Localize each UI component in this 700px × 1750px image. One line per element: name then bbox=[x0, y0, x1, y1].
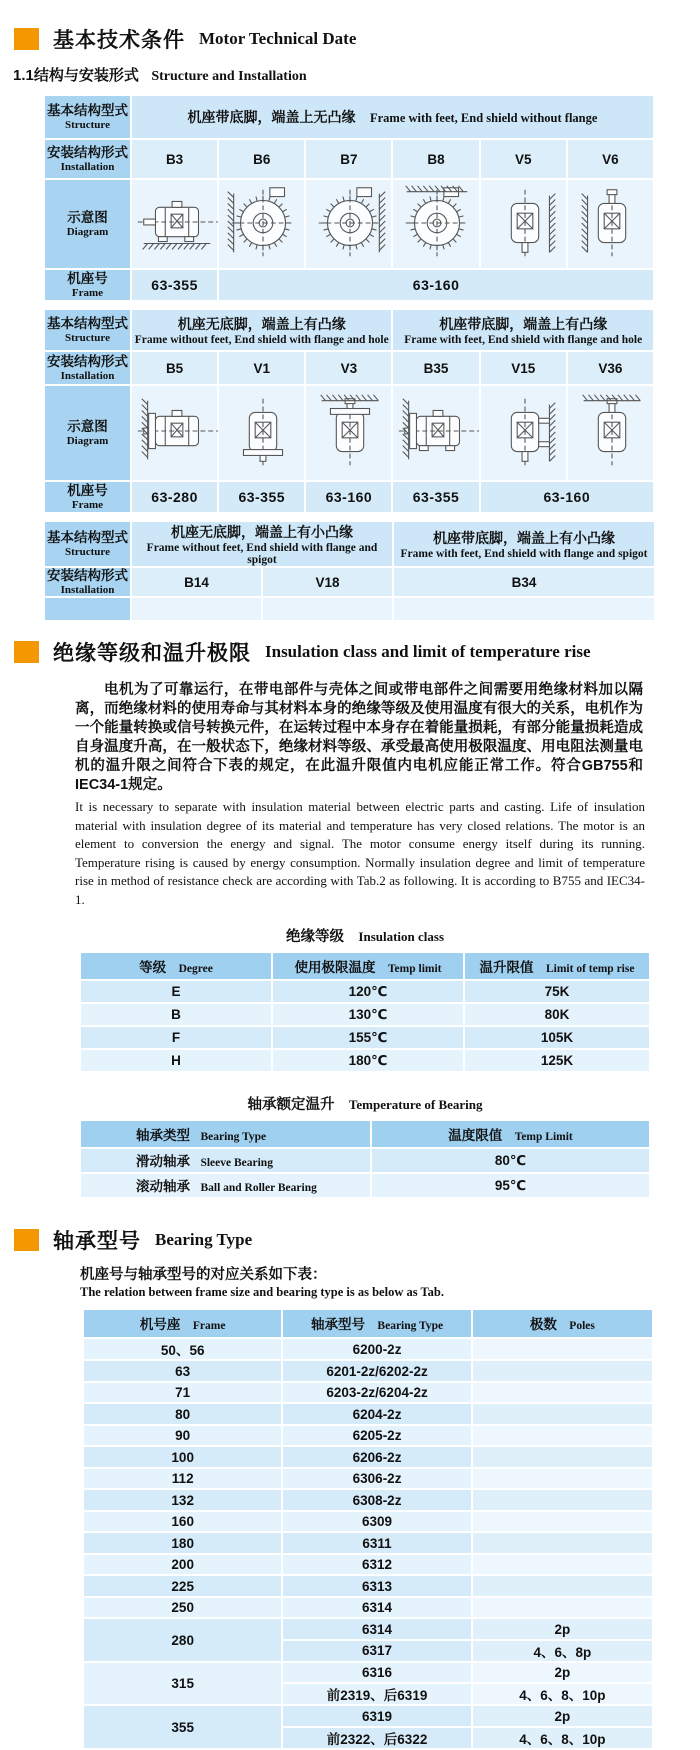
structure-table-3 bbox=[43, 520, 656, 622]
section-title-zh: 轴承型号 bbox=[53, 1230, 141, 1254]
poles-cell bbox=[473, 1426, 652, 1446]
diagram-cell bbox=[306, 386, 391, 480]
diagram-cell bbox=[219, 386, 304, 480]
diagram-cell bbox=[481, 180, 566, 268]
motor-mounting-v5-icon bbox=[481, 181, 569, 263]
structure-group-cell bbox=[393, 310, 653, 350]
poles-cell bbox=[473, 1576, 652, 1596]
diagram-cell bbox=[306, 180, 391, 268]
empty-cell bbox=[394, 598, 654, 620]
motor-mounting-b8-icon bbox=[393, 181, 481, 263]
install-code-cell: V36 bbox=[568, 352, 653, 384]
poles-cell bbox=[473, 1383, 652, 1403]
row-label-structure bbox=[45, 310, 130, 350]
degree-cell: H bbox=[81, 1050, 271, 1071]
header-zh: 轴承型号 bbox=[310, 1317, 365, 1333]
structure-group-cell bbox=[394, 522, 654, 566]
frame-cell: 71 bbox=[84, 1383, 281, 1403]
orange-square-icon bbox=[14, 1229, 39, 1251]
frame-cell: 225 bbox=[84, 1576, 281, 1596]
table-title-zh: 轴承额定温升 bbox=[247, 1097, 335, 1114]
table-title-zh: 绝缘等级 bbox=[285, 929, 344, 946]
poles-cell bbox=[473, 1512, 652, 1532]
structure-group-en: Frame with feet, End shield with flange and spigot bbox=[400, 548, 648, 560]
subsection-structure-installation bbox=[13, 64, 700, 85]
bearing-cell: 6314 bbox=[283, 1619, 470, 1639]
frame-cell: 315 bbox=[84, 1663, 281, 1705]
row-label-structure bbox=[45, 522, 130, 566]
motor-mounting-b3-icon bbox=[132, 181, 220, 263]
section-heading-technical-data bbox=[14, 24, 700, 54]
section-title-en: Bearing Type bbox=[155, 1230, 253, 1250]
row-label-en: Installation bbox=[60, 161, 115, 174]
insulation-paragraph-zh: 电机为了可靠运行，在带电部件与壳体之间或带电部件之间需要用绝缘材料加以隔离，而绝缘材料的使用寿命与其材料本身的绝缘等级及使用温度有很大的关系，电机作为一个能量转换或信号转换元件，在运转过程中本身存在着能量损耗，有部分能量损耗造成自身温度升高，在一般状态下，绝缘材料等级、承受最高使用极限温度、用电阻法测量电机的温升限之间符合下表的规定，在此温升限值内电机应能正常工作。符合GB755和IEC34-1规定。 bbox=[75, 682, 643, 794]
temp-rise-cell: 80K bbox=[465, 1004, 649, 1025]
bearing-cell: 前2322、后6322 bbox=[283, 1728, 470, 1748]
row-label-zh: 基本结构型式 bbox=[47, 315, 128, 331]
install-code-cell: B14 bbox=[132, 568, 261, 596]
bearing-cell: 6316 bbox=[283, 1663, 470, 1683]
row-label-en: Installation bbox=[60, 584, 115, 597]
bearing-temp-table-title bbox=[80, 1093, 650, 1114]
structure-group-en: Frame with feet, End shield without flange bbox=[370, 111, 598, 125]
install-code-cell: B5 bbox=[132, 352, 217, 384]
bearing-cell: 6206-2z bbox=[283, 1447, 470, 1467]
row-label-en: Installation bbox=[60, 370, 115, 383]
bearing-cell: 6314 bbox=[283, 1598, 470, 1618]
column-header-bearing-type bbox=[283, 1310, 470, 1337]
structure-group-zh: 机座带底脚，端盖上有小凸缘 bbox=[433, 530, 616, 546]
frame-range-cell: 63-355 bbox=[219, 482, 304, 512]
diagram-cell bbox=[568, 180, 653, 268]
row-label-zh: 基本结构型式 bbox=[47, 102, 128, 118]
temp-limit-cell: 80℃ bbox=[372, 1149, 649, 1172]
bearing-cell: 6319 bbox=[283, 1706, 470, 1726]
section-heading-bearing-type bbox=[14, 1225, 700, 1255]
frame-range-cell: 63-355 bbox=[132, 270, 217, 300]
install-code-cell: V3 bbox=[306, 352, 391, 384]
motor-mounting-b35-icon bbox=[393, 390, 481, 472]
row-label-zh: 安装结构形式 bbox=[47, 353, 128, 369]
empty-left-cell bbox=[45, 598, 130, 620]
structure-group-en: Frame without feet, End shield with flange and hole bbox=[134, 334, 389, 346]
row-label-frame bbox=[45, 270, 130, 300]
poles-cell: 4、6、8p bbox=[473, 1641, 652, 1661]
row-label-zh: 基本结构型式 bbox=[47, 529, 128, 545]
install-code-cell: V18 bbox=[263, 568, 392, 596]
row-label-diagram bbox=[45, 180, 130, 268]
structure-group-cell bbox=[132, 96, 653, 138]
poles-cell bbox=[473, 1404, 652, 1424]
section-title-zh: 基本技术条件 bbox=[53, 29, 185, 52]
insulation-paragraph-en: It is necessary to separate with insulation material between electric parts and casting. Life of insulation material with insulation degree of its material and temperature has very closed relations. The motor is an element to conversion the energy and signal. The motor consume energy itself during its running. Temperature rising is caused by energy consumption. Normally insulation degree and limit of temperature rise in method of resistance check are according with Tab.2 as following. It is according to B755 and IEC34-1. bbox=[75, 799, 645, 907]
temp-limit-cell: 155℃ bbox=[273, 1027, 463, 1048]
row-label-frame bbox=[45, 482, 130, 512]
row-label-diagram bbox=[45, 386, 130, 480]
subsection-title-en: Structure and Installation bbox=[151, 69, 307, 84]
bearing-type-subtext-zh: 机座号与轴承型号的对应关系如下表： bbox=[80, 1267, 327, 1284]
row-label-en: Frame bbox=[71, 287, 104, 300]
diagram-cell bbox=[568, 386, 653, 480]
install-code-cell: B6 bbox=[219, 140, 304, 178]
bearing-cell: 6313 bbox=[283, 1576, 470, 1596]
bearing-type-table bbox=[82, 1308, 654, 1750]
motor-mounting-v36-icon bbox=[568, 390, 656, 472]
motor-mounting-v3-icon bbox=[306, 390, 394, 472]
poles-cell: 2p bbox=[473, 1663, 652, 1683]
poles-cell bbox=[473, 1533, 652, 1553]
column-header-temp-rise-limit bbox=[465, 953, 649, 979]
header-zh: 轴承类型 bbox=[136, 1127, 190, 1143]
row-label-structure bbox=[45, 96, 130, 138]
section-title-zh: 绝缘等级和温升极限 bbox=[53, 642, 251, 666]
section-title-en: Motor Technical Date bbox=[199, 29, 357, 48]
bearing-cell: 前2319、后6319 bbox=[283, 1684, 470, 1704]
header-en: Bearing Type bbox=[377, 1320, 444, 1333]
row-label-en: Structure bbox=[64, 546, 110, 559]
row-label-installation bbox=[45, 140, 130, 178]
structure-group-zh: 机座带底脚，端盖上无凸缘 bbox=[187, 109, 356, 125]
install-code-cell: B3 bbox=[132, 140, 217, 178]
bearing-cell: 6203-2z/6204-2z bbox=[283, 1383, 470, 1403]
frame-range-cell: 63-160 bbox=[481, 482, 653, 512]
install-code-cell: V5 bbox=[481, 140, 566, 178]
row-label-installation bbox=[45, 568, 130, 596]
structure-group-zh: 机座无底脚，端盖上有凸缘 bbox=[177, 316, 346, 332]
bearing-temperature-table bbox=[79, 1119, 651, 1199]
frame-cell: 100 bbox=[84, 1447, 281, 1467]
poles-cell: 4、6、8、10p bbox=[473, 1684, 652, 1704]
temp-limit-cell: 130℃ bbox=[273, 1004, 463, 1025]
row-label-en: Structure bbox=[64, 332, 110, 345]
frame-cell: 250 bbox=[84, 1598, 281, 1618]
header-zh: 等级 bbox=[139, 959, 167, 975]
catalog-page bbox=[0, 24, 700, 1747]
bearing-type-en: Ball and Roller Bearing bbox=[200, 1182, 317, 1195]
temp-limit-cell: 120℃ bbox=[273, 981, 463, 1002]
diagram-cell bbox=[393, 386, 478, 480]
motor-mounting-v15-icon bbox=[481, 390, 569, 472]
bearing-type-subtext bbox=[80, 1263, 700, 1300]
motor-mounting-v6-icon bbox=[568, 181, 656, 263]
column-header-bearing-type bbox=[81, 1121, 370, 1147]
column-header-temp-limit bbox=[372, 1121, 649, 1147]
install-code-cell: B35 bbox=[393, 352, 478, 384]
structure-group-cell bbox=[132, 522, 392, 566]
header-zh: 使用极限温度 bbox=[294, 959, 376, 975]
poles-cell: 2p bbox=[473, 1619, 652, 1639]
motor-mounting-b7-icon bbox=[306, 181, 394, 263]
bearing-cell: 6200-2z bbox=[283, 1339, 470, 1359]
row-label-en: Structure bbox=[64, 119, 110, 132]
row-label-zh: 示意图 bbox=[67, 209, 108, 225]
header-zh: 机号座 bbox=[139, 1317, 181, 1333]
empty-cell bbox=[132, 598, 261, 620]
header-en: Poles bbox=[569, 1320, 595, 1333]
structure-group-zh: 机座带底脚，端盖上有凸缘 bbox=[439, 316, 608, 332]
diagram-cell bbox=[481, 386, 566, 480]
frame-range-cell: 63-160 bbox=[219, 270, 653, 300]
poles-cell bbox=[473, 1447, 652, 1467]
install-code-cell: V6 bbox=[568, 140, 653, 178]
row-label-zh: 机座号 bbox=[67, 482, 108, 498]
row-label-zh: 安装结构形式 bbox=[47, 144, 128, 160]
bearing-type-cell bbox=[81, 1174, 370, 1197]
row-label-zh: 机座号 bbox=[67, 270, 108, 286]
structure-table-1 bbox=[43, 94, 655, 302]
bearing-cell: 6201-2z/6202-2z bbox=[283, 1361, 470, 1381]
poles-cell: 2p bbox=[473, 1706, 652, 1726]
header-en: Degree bbox=[178, 962, 213, 975]
frame-range-cell: 63-280 bbox=[132, 482, 217, 512]
header-en: Frame bbox=[192, 1320, 226, 1333]
install-code-cell: B34 bbox=[394, 568, 654, 596]
row-label-en: Diagram bbox=[66, 226, 109, 239]
row-label-installation bbox=[45, 352, 130, 384]
poles-cell bbox=[473, 1469, 652, 1489]
temp-rise-cell: 105K bbox=[465, 1027, 649, 1048]
header-en: Bearing Type bbox=[200, 1130, 267, 1143]
empty-cell bbox=[263, 598, 392, 620]
poles-cell: 4、6、8、10p bbox=[473, 1728, 652, 1748]
column-header-frame bbox=[84, 1310, 281, 1337]
bearing-cell: 6205-2z bbox=[283, 1426, 470, 1446]
poles-cell bbox=[473, 1598, 652, 1618]
frame-range-cell: 63-355 bbox=[393, 482, 478, 512]
degree-cell: B bbox=[81, 1004, 271, 1025]
row-label-en: Frame bbox=[71, 499, 104, 512]
row-label-zh: 安装结构形式 bbox=[47, 568, 128, 583]
header-zh: 温升限值 bbox=[479, 959, 534, 975]
structure-group-en: Frame with feet, End shield with flange and hole bbox=[404, 334, 643, 346]
column-header-degree bbox=[81, 953, 271, 979]
section-title-en: Insulation class and limit of temperature rise bbox=[265, 642, 591, 662]
poles-cell bbox=[473, 1339, 652, 1359]
bearing-cell: 6311 bbox=[283, 1533, 470, 1553]
frame-cell: 80 bbox=[84, 1404, 281, 1424]
motor-mounting-b5-icon bbox=[132, 390, 220, 472]
diagram-cell bbox=[132, 386, 217, 480]
bearing-cell: 6306-2z bbox=[283, 1469, 470, 1489]
poles-cell bbox=[473, 1361, 652, 1381]
row-label-en: Diagram bbox=[66, 435, 109, 448]
temp-rise-cell: 75K bbox=[465, 981, 649, 1002]
frame-cell: 63 bbox=[84, 1361, 281, 1381]
structure-group-cell bbox=[132, 310, 391, 350]
motor-mounting-v1-icon bbox=[219, 390, 307, 472]
poles-cell bbox=[473, 1555, 652, 1575]
bearing-type-subtext-en: The relation between frame size and bearing type is as below as Tab. bbox=[80, 1285, 445, 1300]
orange-square-icon bbox=[14, 641, 39, 663]
frame-cell: 355 bbox=[84, 1706, 281, 1748]
bearing-type-cell bbox=[81, 1149, 370, 1172]
bearing-cell: 6309 bbox=[283, 1512, 470, 1532]
temp-limit-cell: 180℃ bbox=[273, 1050, 463, 1071]
frame-cell: 132 bbox=[84, 1490, 281, 1510]
frame-cell: 180 bbox=[84, 1533, 281, 1553]
orange-square-icon bbox=[14, 28, 39, 50]
bearing-cell: 6204-2z bbox=[283, 1404, 470, 1424]
install-code-cell: V15 bbox=[481, 352, 566, 384]
insulation-table-title bbox=[80, 925, 650, 946]
frame-cell: 280 bbox=[84, 1619, 281, 1661]
column-header-temp-limit bbox=[273, 953, 463, 979]
structure-group-zh: 机座无底脚，端盖上有小凸缘 bbox=[171, 524, 353, 540]
install-code-cell: V1 bbox=[219, 352, 304, 384]
bearing-type-en: Sleeve Bearing bbox=[200, 1157, 273, 1170]
bearing-cell: 6308-2z bbox=[283, 1490, 470, 1510]
frame-cell: 200 bbox=[84, 1555, 281, 1575]
bearing-type-zh: 滚动轴承 bbox=[136, 1179, 190, 1195]
header-zh: 极数 bbox=[529, 1317, 557, 1333]
column-header-poles bbox=[473, 1310, 652, 1337]
frame-range-cell: 63-160 bbox=[306, 482, 391, 512]
motor-mounting-b6-icon bbox=[219, 181, 307, 263]
structure-table-2 bbox=[43, 308, 655, 514]
header-en: Temp Limit bbox=[514, 1130, 573, 1143]
diagram-cell bbox=[393, 180, 478, 268]
diagram-cell bbox=[219, 180, 304, 268]
frame-cell: 160 bbox=[84, 1512, 281, 1532]
table-title-en: Insulation class bbox=[358, 929, 445, 945]
degree-cell: E bbox=[81, 981, 271, 1002]
install-code-cell: B8 bbox=[393, 140, 478, 178]
structure-group-en: Frame without feet, End shield with flange and spigot bbox=[146, 542, 378, 566]
insulation-class-table bbox=[79, 951, 651, 1073]
subsection-title-zh: 1.1结构与安装形式 bbox=[13, 67, 139, 84]
frame-cell: 90 bbox=[84, 1426, 281, 1446]
frame-cell: 50、56 bbox=[84, 1339, 281, 1359]
header-en: Temp limit bbox=[387, 962, 442, 975]
bearing-cell: 6312 bbox=[283, 1555, 470, 1575]
diagram-cell bbox=[132, 180, 217, 268]
install-code-cell: B7 bbox=[306, 140, 391, 178]
section-heading-insulation bbox=[14, 637, 700, 667]
bearing-cell: 6317 bbox=[283, 1641, 470, 1661]
degree-cell: F bbox=[81, 1027, 271, 1048]
poles-cell bbox=[473, 1490, 652, 1510]
header-zh: 温度限值 bbox=[448, 1127, 503, 1143]
table-title-en: Temperature of Bearing bbox=[348, 1097, 483, 1113]
bearing-type-zh: 滑动轴承 bbox=[136, 1154, 190, 1170]
temp-limit-cell: 95℃ bbox=[372, 1174, 649, 1197]
frame-cell: 112 bbox=[84, 1469, 281, 1489]
temp-rise-cell: 125K bbox=[465, 1050, 649, 1071]
header-en: Limit of temp rise bbox=[545, 962, 635, 975]
row-label-zh: 示意图 bbox=[67, 418, 108, 434]
